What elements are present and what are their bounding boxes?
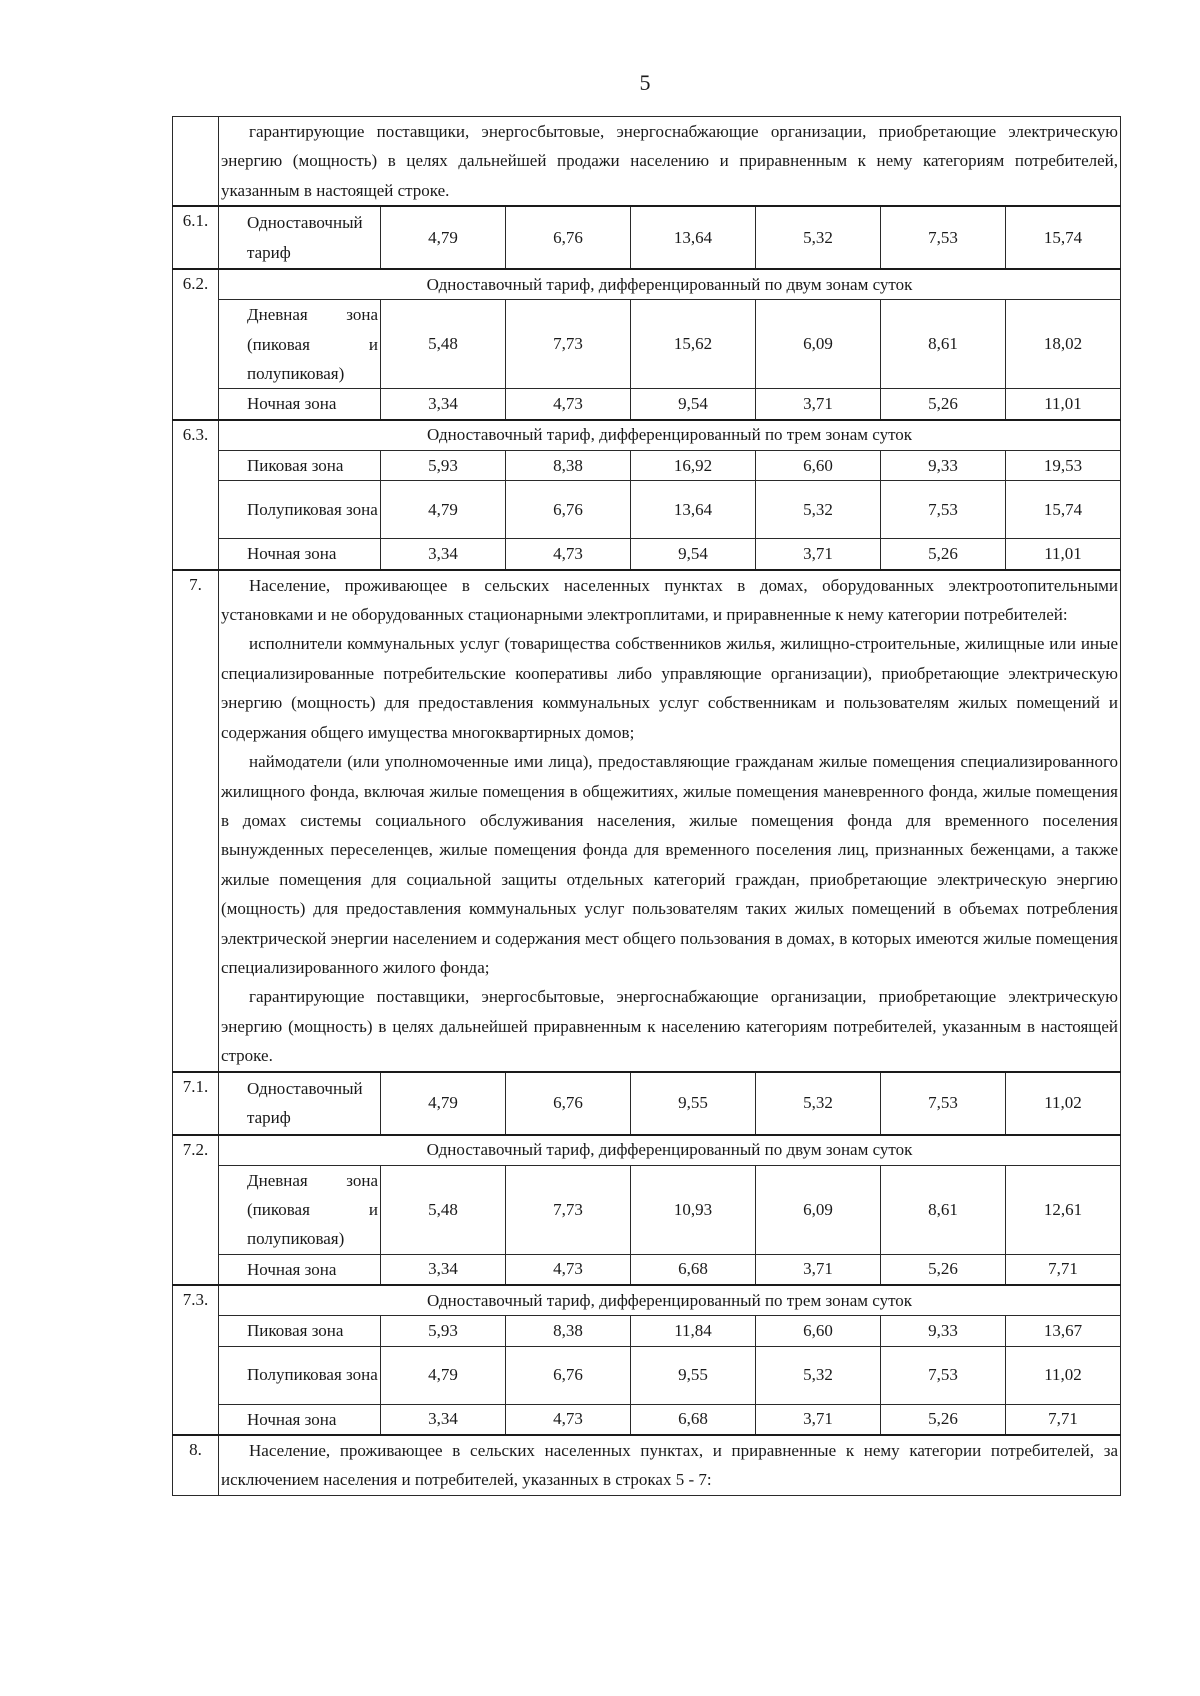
table-cell: 6,09 bbox=[756, 300, 881, 389]
table-cell: 8,61 bbox=[881, 300, 1006, 389]
table-cell: 4,73 bbox=[506, 539, 631, 570]
table-cell: 7,71 bbox=[1006, 1254, 1121, 1285]
table-cell: 9,55 bbox=[631, 1072, 756, 1135]
table-cell: 3,71 bbox=[756, 389, 881, 420]
row-6-3 bbox=[173, 420, 1121, 451]
table-cell: 13,64 bbox=[631, 481, 756, 539]
table-cell: 6,76 bbox=[506, 1072, 631, 1135]
table-cell: 9,33 bbox=[881, 1316, 1006, 1346]
table-cell: 13,67 bbox=[1006, 1316, 1121, 1346]
table-cell: 11,02 bbox=[1006, 1346, 1121, 1404]
row-7-3-night bbox=[173, 1404, 1121, 1435]
table-cell: 15,74 bbox=[1006, 206, 1121, 269]
table-cell: 18,02 bbox=[1006, 300, 1121, 389]
row-6-2-day bbox=[173, 300, 1121, 389]
table-cell: 4,73 bbox=[506, 389, 631, 420]
table-cell: 19,53 bbox=[1006, 450, 1121, 480]
table-cell: 5,93 bbox=[381, 1316, 506, 1346]
table-cell: 9,54 bbox=[631, 389, 756, 420]
row-label: Дневная зона (пиковая и полупиковая) bbox=[219, 300, 381, 389]
row-7-3-half bbox=[173, 1346, 1121, 1404]
row-subtitle: Одноставочный тариф, дифференцированный по трем зонам суток bbox=[219, 420, 1121, 451]
table-cell: 6,60 bbox=[756, 450, 881, 480]
paragraph: гарантирующие поставщики, энергосбытовые, энергоснабжающие организации, приобретающие электрическую энергию (мощность) в целях дальнейшей приравненным к населению категориям потребителей, указанным в настоящей строке. bbox=[221, 987, 1118, 1066]
table-cell: 10,93 bbox=[631, 1165, 756, 1254]
table-cell: 4,79 bbox=[381, 481, 506, 539]
table-cell: 7,73 bbox=[506, 1165, 631, 1254]
paragraph: Население, проживающее в сельских населенных пунктах в домах, оборудованных электроотопительными установками и не оборудованных стационарными электроплитами, и приравненные к нему категории потребителей: bbox=[221, 575, 1118, 625]
row-6-2-night bbox=[173, 389, 1121, 420]
row-7-2 bbox=[173, 1135, 1121, 1166]
table-cell: 4,79 bbox=[381, 1346, 506, 1404]
paragraph: исполнители коммунальных услуг (товарищества собственников жилья, жилищно-строительные, жилищные или иные специализированные потребительские кооперативы либо управляющие организации), приобретающие электрическую энергию (мощность) для предоставления коммунальных услуг собственникам и пользователям жилых помещений и содержания общего имущества многоквартирных домов; bbox=[221, 634, 1118, 742]
table-cell: 4,79 bbox=[381, 1072, 506, 1135]
row-label: Одноставочный тариф bbox=[219, 1072, 381, 1135]
table-cell: 11,84 bbox=[631, 1316, 756, 1346]
table-cell: 5,26 bbox=[881, 389, 1006, 420]
row-label: Полупиковая зона bbox=[219, 481, 381, 539]
table-cell: 11,02 bbox=[1006, 1072, 1121, 1135]
row-6-intro bbox=[173, 117, 1121, 207]
page-number: 5 bbox=[639, 70, 651, 95]
table-cell: 16,92 bbox=[631, 450, 756, 480]
row-label: Полупиковая зона bbox=[219, 1346, 381, 1404]
table-cell: 8,61 bbox=[881, 1165, 1006, 1254]
table-cell: 5,32 bbox=[756, 1346, 881, 1404]
row-number: 7.1. bbox=[173, 1072, 219, 1135]
row-text bbox=[219, 117, 1121, 207]
table-cell: 3,34 bbox=[381, 1254, 506, 1285]
row-7-1 bbox=[173, 1072, 1121, 1135]
row-label: Пиковая зона bbox=[219, 450, 381, 480]
table-cell: 3,71 bbox=[756, 539, 881, 570]
table-cell: 6,09 bbox=[756, 1165, 881, 1254]
table-cell: 5,32 bbox=[756, 206, 881, 269]
row-7-2-night bbox=[173, 1254, 1121, 1285]
table-cell: 7,53 bbox=[881, 206, 1006, 269]
tariff-table bbox=[172, 116, 1121, 1496]
table-cell: 15,62 bbox=[631, 300, 756, 389]
row-number: 6.2. bbox=[173, 269, 219, 420]
table-cell: 3,34 bbox=[381, 1404, 506, 1435]
row-text bbox=[219, 1435, 1121, 1495]
paragraph: наймодатели (или уполномоченные ими лица), предоставляющие гражданам жилые помещения специализированного жилищного фонда, включая жилые помещения в общежитиях, жилые помещения маневренного фонда, жилые помещения в домах системы социального обслуживания населения, жилые помещения фонда для временного поселения вынужденных переселенцев, жилые помещения фонда для временного поселения лиц, признанных беженцами, а также жилые помещения для социальной защиты отдельных категорий граждан, приобретающие электрическую энергию (мощность) для предоставления коммунальных услуг пользователям таких жилых помещений в объемах потребления электрической энергии населением и содержания мест общего пользования в домах, в которых имеются жилые помещения специализированного жилого фонда; bbox=[221, 752, 1118, 977]
table-cell: 6,68 bbox=[631, 1254, 756, 1285]
table-cell: 6,76 bbox=[506, 1346, 631, 1404]
table-cell: 3,34 bbox=[381, 539, 506, 570]
table-cell: 7,53 bbox=[881, 1346, 1006, 1404]
table-cell: 6,76 bbox=[506, 206, 631, 269]
row-number: 8. bbox=[173, 1435, 219, 1495]
row-6-2 bbox=[173, 269, 1121, 300]
row-label: Ночная зона bbox=[219, 539, 381, 570]
table-cell: 7,71 bbox=[1006, 1404, 1121, 1435]
table-cell: 6,60 bbox=[756, 1316, 881, 1346]
table-cell: 5,48 bbox=[381, 300, 506, 389]
row-number: 7. bbox=[173, 570, 219, 1072]
table-cell: 5,32 bbox=[756, 1072, 881, 1135]
row-6-3-peak bbox=[173, 450, 1121, 480]
row-6-3-half bbox=[173, 481, 1121, 539]
table-cell: 5,26 bbox=[881, 1404, 1006, 1435]
row-label: Одноставочный тариф bbox=[219, 206, 381, 269]
row-7-2-day bbox=[173, 1165, 1121, 1254]
table-cell: 7,53 bbox=[881, 1072, 1006, 1135]
table-cell: 6,68 bbox=[631, 1404, 756, 1435]
table-cell: 3,71 bbox=[756, 1404, 881, 1435]
row-subtitle: Одноставочный тариф, дифференцированный по трем зонам суток bbox=[219, 1285, 1121, 1316]
table-cell: 5,26 bbox=[881, 1254, 1006, 1285]
table-cell: 5,93 bbox=[381, 450, 506, 480]
table-cell: 7,53 bbox=[881, 481, 1006, 539]
row-6-1 bbox=[173, 206, 1121, 269]
table-cell: 5,32 bbox=[756, 481, 881, 539]
row-subtitle: Одноставочный тариф, дифференцированный по двум зонам суток bbox=[219, 1135, 1121, 1166]
table-cell: 4,73 bbox=[506, 1404, 631, 1435]
table-cell: 9,54 bbox=[631, 539, 756, 570]
table-cell: 3,71 bbox=[756, 1254, 881, 1285]
table-cell: 7,73 bbox=[506, 300, 631, 389]
row-7 bbox=[173, 570, 1121, 1072]
row-label: Ночная зона bbox=[219, 1404, 381, 1435]
row-label: Ночная зона bbox=[219, 389, 381, 420]
row-7-3 bbox=[173, 1285, 1121, 1316]
row-label: Пиковая зона bbox=[219, 1316, 381, 1346]
table-cell: 8,38 bbox=[506, 450, 631, 480]
table-cell: 11,01 bbox=[1006, 389, 1121, 420]
table-cell: 5,26 bbox=[881, 539, 1006, 570]
row-number bbox=[173, 117, 219, 207]
row-8 bbox=[173, 1435, 1121, 1495]
table-cell: 13,64 bbox=[631, 206, 756, 269]
table-cell: 8,38 bbox=[506, 1316, 631, 1346]
row-number: 6.3. bbox=[173, 420, 219, 570]
row-6-3-night bbox=[173, 539, 1121, 570]
table-cell: 15,74 bbox=[1006, 481, 1121, 539]
row-number: 7.2. bbox=[173, 1135, 219, 1286]
table-cell: 4,79 bbox=[381, 206, 506, 269]
table-cell: 5,48 bbox=[381, 1165, 506, 1254]
paragraph: Население, проживающее в сельских населенных пунктах, и приравненные к нему категории потребителей, за исключением населения и потребителей, указанных в строках 5 - 7: bbox=[221, 1441, 1118, 1490]
row-number: 6.1. bbox=[173, 206, 219, 269]
table-cell: 6,76 bbox=[506, 481, 631, 539]
row-subtitle: Одноставочный тариф, дифференцированный по двум зонам суток bbox=[219, 269, 1121, 300]
row-label: Дневная зона (пиковая и полупиковая) bbox=[219, 1165, 381, 1254]
table-cell: 11,01 bbox=[1006, 539, 1121, 570]
table-cell: 3,34 bbox=[381, 389, 506, 420]
table-cell: 9,33 bbox=[881, 450, 1006, 480]
row-text bbox=[219, 570, 1121, 1072]
table-cell: 4,73 bbox=[506, 1254, 631, 1285]
row-7-3-peak bbox=[173, 1316, 1121, 1346]
row-label: Ночная зона bbox=[219, 1254, 381, 1285]
paragraph: гарантирующие поставщики, энергосбытовые, энергоснабжающие организации, приобретающие электрическую энергию (мощность) в целях дальнейшей продажи населению и приравненным к нему категориям потребителей, указанным в настоящей строке. bbox=[221, 122, 1118, 200]
row-number: 7.3. bbox=[173, 1285, 219, 1435]
table-cell: 12,61 bbox=[1006, 1165, 1121, 1254]
table-cell: 9,55 bbox=[631, 1346, 756, 1404]
